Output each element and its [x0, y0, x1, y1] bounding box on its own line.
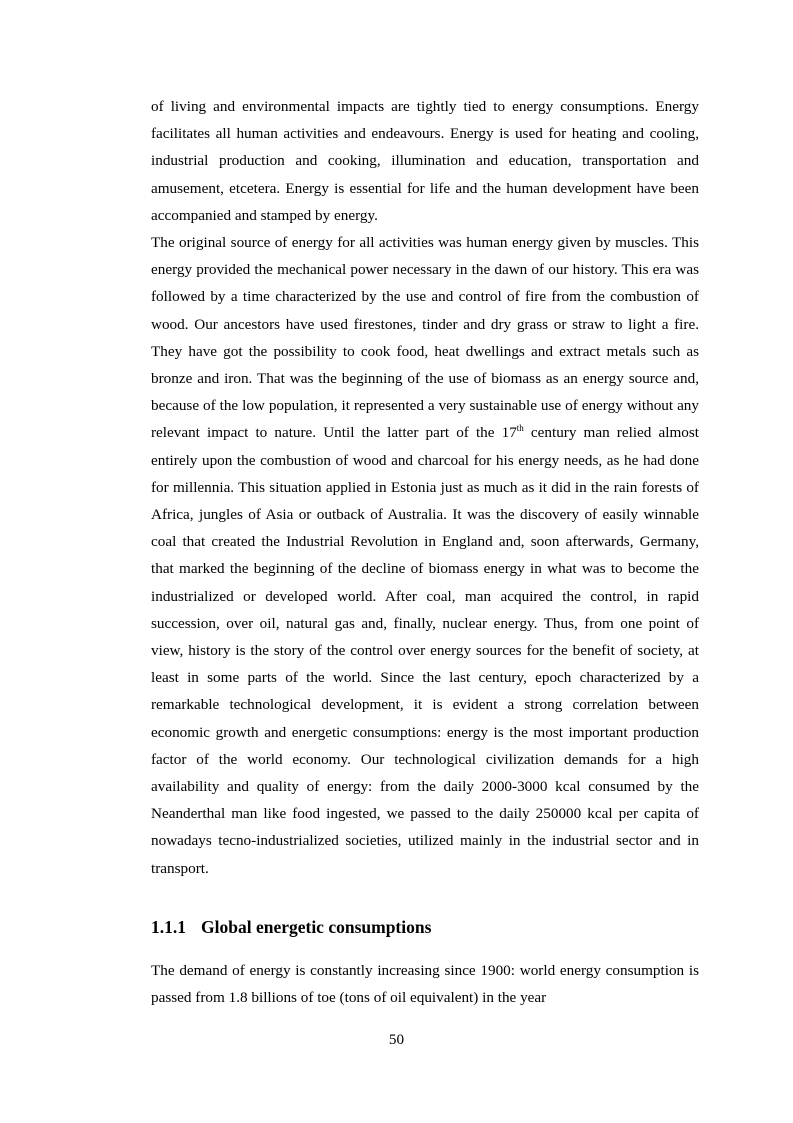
body-paragraph-1: of living and environmental impacts are tightly tied to energy consumptions. Energy facilitates all human activities and endeavours. Energy is used for heating and cooling, industrial production and cooking, illumination and education, transportation and amusement, etcetera. Energy is essential for life and the human development have been accompanied and stamped by energy. [151, 98, 699, 224]
ordinal-superscript: th [516, 423, 524, 434]
page-content [151, 93, 699, 1011]
body-paragraph-2-text-a: The original source of energy for all activities was human energy given by muscles. This energy provided the mechanical power necessary in the dawn of our history. This era was followed by a time characterized by the use and control of fire from the combustion of wood. Our ancestors have used firestones, tinder and dry grass or straw to light a fire. They have got the possibility to cook food, heat dwellings and extract metals such as bronze and iron. That was the beginning of the use of biomass as an energy source and, because of the low population, it represented a very sustainable use of energy without any relevant impact to nature. Until the latter part of the 17 [151, 234, 699, 442]
page-number: 50 [388, 1031, 405, 1048]
section-heading [151, 909, 699, 945]
section-number: 1.1.1 [151, 916, 186, 937]
section-title: Global energetic consumptions [201, 916, 432, 937]
body-paragraph-2-text-b: century man relied almost entirely upon the combustion of wood and charcoal for his energy needs, as he had done for millennia. This situation applied in Estonia just as much as it did in the rain forests of Africa, jungles of Asia or outback of Australia. It was the discovery of easily winnable coal that created the Industrial Revolution in England and, soon afterwards, Germany, that marked the beginning of the decline of biomass energy in what was to become the industrialized or developed world. After coal, man acquired the control, in rapid succession, over oil, natural gas and, finally, nuclear energy. Thus, from one point of view, history is the story of the control over energy sources for the benefit of society, at least in some parts of the world. Since the last century, epoch characterized by a remarkable technological development, it is evident a strong correlation between economic growth and energetic consumptions: energy is the most important production factor of the world economy. Our technological civilization demands for a high availability and quality of energy: from the daily 2000-3000 kcal consumed by the Neanderthal man like food ingested, we passed to the daily 250000 kcal per capita of nowadays tecno-industrialized societies, utilized mainly in the industrial sector and in transport. [151, 424, 699, 877]
body-paragraph-3: The demand of energy is constantly increasing since 1900: world energy consumption is passed from 1.8 billions of toe (tons of oil equivalent) in the year [151, 961, 699, 1007]
body-paragraph-2 [151, 229, 699, 882]
